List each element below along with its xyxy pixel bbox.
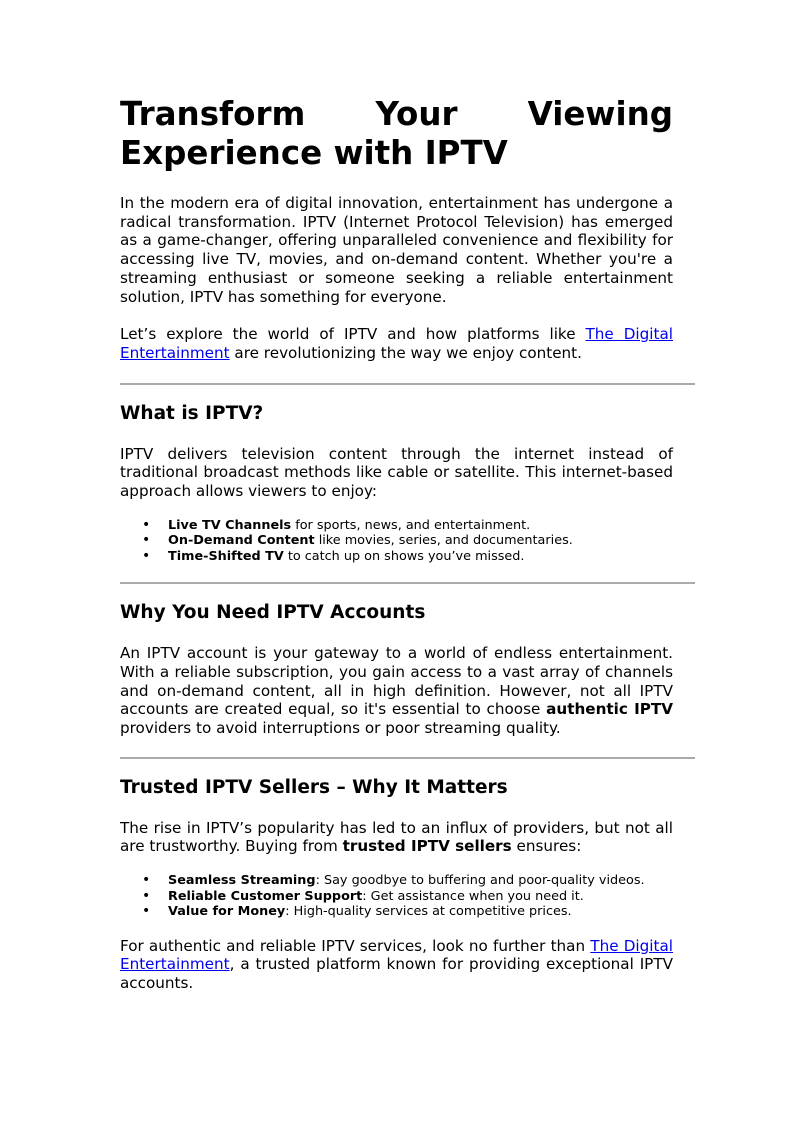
closing-text-end: , a trusted platform known for providing exceptional IPTV accounts. [120,955,673,993]
page-title: Transform Your Viewing Experience with IPTV [120,95,673,172]
authentic-iptv-bold: authentic IPTV [546,700,673,719]
why-need-text: An IPTV account is your gateway to a world of endless entertainment. With a reliable subscription, you gain access to a vast array of channels and on-demand content, all in high definition. However, not all IPTV accounts are created equal, so it's essential to choose [120,644,673,719]
list-item [120,889,673,905]
list-item-bold: Seamless Streaming [168,873,316,889]
list-item [120,518,673,534]
digital-entertainment-link-closing[interactable]: The Digital Entertainment [120,936,673,974]
intro-paragraph: In the modern era of digital innovation, entertainment has undergone a radical transformation. IPTV (Internet Protocol Television) has emerged as a game-changer, offering unparalleled convenience and flexibility for accessing live TV, movies, and on-demand content. Whether you're a streaming enthusiast or someone seeking a reliable entertainment solution, IPTV has something for everyone. [120,194,673,306]
trusted-text-end: ensures: [511,837,582,856]
list-item-text: : Say goodbye to buffering and poor-quality videos. [315,873,645,889]
list-item-bold: Value for Money [168,904,286,920]
list-item [120,873,673,889]
section-trusted-sellers [120,776,673,993]
closing-text: For authentic and reliable IPTV services, look no further than [120,936,591,955]
section-divider [120,383,695,385]
section-divider [120,582,695,584]
section-divider [120,757,695,759]
list-item [120,533,673,549]
list-item-bold: Reliable Customer Support [168,888,363,904]
list-item-bold: On-Demand Content [168,533,315,549]
section-heading-what-is-iptv: What is IPTV? [120,402,264,424]
list-item-text: like movies, series, and documentaries. [314,533,573,549]
list-item [120,549,673,565]
document-page [120,95,695,993]
intro-explore-paragraph [120,325,673,362]
trusted-sellers-paragraph [120,819,673,856]
why-need-text-end: providers to avoid interruptions or poor streaming quality. [120,719,561,738]
trusted-sellers-bold: trusted IPTV sellers [342,837,512,856]
list-item-bold: Live TV Channels [168,517,292,533]
seller-benefits-list [120,873,673,920]
section-what-is-iptv [120,402,673,565]
intro-explore-text: Let’s explore the world of IPTV and how platforms like [120,325,586,344]
iptv-features-list [120,518,673,565]
list-item-bold: Time-Shifted TV [168,548,284,564]
section-why-need-iptv [120,601,673,738]
list-item-text: to catch up on shows you’ve missed. [283,548,525,564]
why-need-iptv-paragraph [120,644,673,738]
list-item-text: : High-quality services at competitive prices. [285,904,572,920]
what-is-iptv-paragraph: IPTV delivers television content through the internet instead of traditional broadcast methods like cable or satellite. This internet-based approach allows viewers to enjoy: [120,444,673,501]
trusted-text: The rise in IPTV’s popularity has led to an influx of providers, but not all are trustworthy. Buying from [120,818,673,856]
closing-paragraph [120,937,673,993]
list-item-text: for sports, news, and entertainment. [291,517,531,533]
digital-entertainment-link[interactable]: The Digital Entertainment [120,325,673,362]
content-column [120,95,673,363]
section-heading-trusted-sellers: Trusted IPTV Sellers – Why It Matters [120,776,508,798]
list-item-text: : Get assistance when you need it. [362,888,584,904]
list-item [120,904,673,920]
intro-explore-text-end: are revolutionizing the way we enjoy content. [229,343,582,362]
section-heading-why-need-iptv: Why You Need IPTV Accounts [120,602,426,624]
